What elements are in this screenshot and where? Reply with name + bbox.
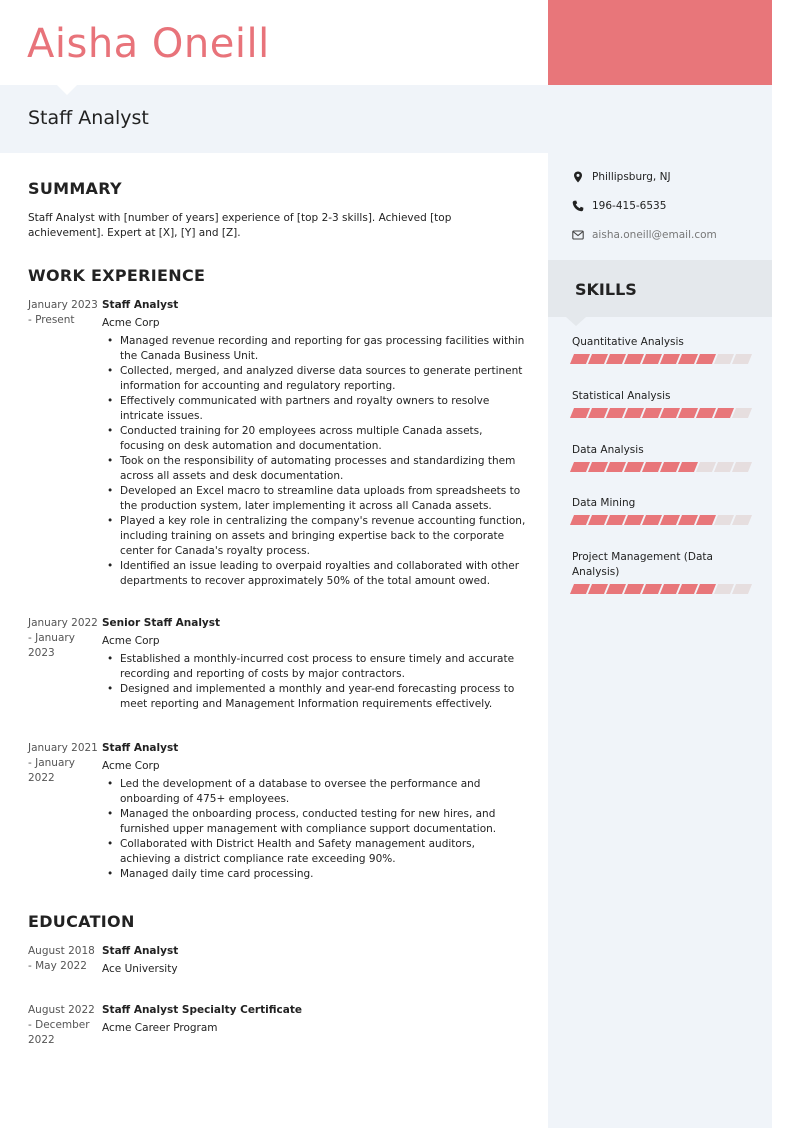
skill-segment-empty: [732, 515, 752, 525]
skill-meter: [572, 515, 754, 525]
skill-segment-empty: [714, 515, 734, 525]
skill-segment-filled: [588, 354, 608, 364]
bullet-item: • Managed the onboarding process, conducted testing for new hires, and furnished upper management with compliance support documentation.: [102, 807, 526, 837]
bullet-item: • Played a key role in centralizing the company's revenue accounting function, including training on assets and bringing expertise back to the corporate center for Canada's royalty process.: [102, 514, 526, 559]
skill-segment-filled: [678, 408, 698, 418]
work-company: Acme Corp: [102, 317, 160, 329]
work-bullets: [102, 334, 526, 589]
work-company: Acme Corp: [102, 635, 160, 647]
skill-segment-filled: [588, 584, 608, 594]
skill-segment-filled: [696, 515, 716, 525]
skill-segment-filled: [588, 515, 608, 525]
candidate-name: Aisha Oneill: [27, 21, 270, 67]
skill-segment-filled: [642, 408, 662, 418]
work-role: Senior Staff Analyst: [102, 617, 221, 629]
contact-phone: [572, 200, 666, 212]
sidebar: [548, 85, 772, 1128]
skill-segment-filled: [660, 584, 680, 594]
skill-segment-filled: [660, 462, 680, 472]
skill-meter: [572, 408, 754, 418]
work-date: January 2021 - January 2022: [28, 742, 98, 784]
skill-segment-filled: [660, 354, 680, 364]
skills-heading: SKILLS: [575, 280, 637, 299]
skill-segment-empty: [732, 584, 752, 594]
skill-segment-empty: [732, 408, 752, 418]
skill-segment-filled: [696, 584, 716, 594]
skill-segment-filled: [570, 354, 590, 364]
bullet-item: • Collected, merged, and analyzed diverse data sources to generate pertinent information for accounting and regulatory reporting.: [102, 364, 526, 394]
skill-segment-empty: [696, 462, 716, 472]
skill-segment-empty: [714, 354, 734, 364]
email-icon: [572, 229, 584, 241]
skill-label: Quantitative Analysis: [572, 336, 684, 348]
skill-segment-filled: [714, 408, 734, 418]
education-degree: Staff Analyst: [102, 945, 179, 957]
skill-label: Data Mining: [572, 497, 636, 509]
skill-segment-filled: [660, 408, 680, 418]
education-school: Ace University: [102, 963, 178, 975]
skill-segment-empty: [732, 462, 752, 472]
education-heading: EDUCATION: [28, 912, 135, 931]
skill-segment-filled: [642, 462, 662, 472]
skill-label: Statistical Analysis: [572, 390, 671, 402]
education-school: Acme Career Program: [102, 1022, 218, 1034]
skill-segment-filled: [624, 408, 644, 418]
accent-block: [548, 0, 772, 85]
email-text[interactable]: aisha.oneill@email.com: [592, 229, 717, 241]
education-date: August 2018 - May 2022: [28, 945, 95, 972]
skill-segment-filled: [588, 462, 608, 472]
skill-segment-filled: [606, 408, 626, 418]
phone-icon: [572, 200, 584, 212]
skill-segment-filled: [696, 354, 716, 364]
skill-segment-filled: [624, 462, 644, 472]
skill-segment-empty: [732, 354, 752, 364]
summary-text: Staff Analyst with [number of years] experience of [top 2-3 skills]. Achieved [top achievement]. Expert at [X], [Y] and [Z].: [28, 212, 452, 239]
work-role: Staff Analyst: [102, 742, 179, 754]
bullet-item: • Designed and implemented a monthly and year-end forecasting process to meet reporting and Management Information requirements effectively.: [102, 682, 526, 712]
skill-segment-filled: [624, 584, 644, 594]
skill-item: [572, 496, 754, 525]
skill-segment-empty: [714, 584, 734, 594]
skill-segment-filled: [678, 515, 698, 525]
skill-segment-filled: [678, 462, 698, 472]
education-degree: Staff Analyst Specialty Certificate: [102, 1004, 302, 1016]
work-role: Staff Analyst: [102, 299, 179, 311]
work-date: January 2023 - Present: [28, 299, 98, 326]
skill-segment-empty: [714, 462, 734, 472]
skills-notch: [566, 317, 586, 326]
skill-segment-filled: [570, 584, 590, 594]
skill-meter: [572, 354, 754, 364]
bullet-item: • Took on the responsibility of automating processes and standardizing them across all assets and desk documentation.: [102, 454, 526, 484]
skill-segment-filled: [678, 584, 698, 594]
skill-segment-filled: [642, 584, 662, 594]
education-date: August 2022 - December 2022: [28, 1004, 95, 1046]
skill-segment-filled: [570, 515, 590, 525]
bullet-item: • Led the development of a database to oversee the performance and onboarding of 475+ employees.: [102, 777, 526, 807]
skill-segment-filled: [624, 515, 644, 525]
bullet-item: • Managed daily time card processing.: [102, 867, 526, 882]
bullet-item: • Collaborated with District Health and Safety management auditors, achieving a district compliance rate exceeding 90%.: [102, 837, 526, 867]
work-bullets: [102, 652, 526, 712]
skill-item: [572, 550, 754, 594]
skill-segment-filled: [606, 354, 626, 364]
contact-email[interactable]: [572, 229, 717, 241]
bullet-item: • Established a monthly-incurred cost process to ensure timely and accurate recording and reporting of costs by major contractors.: [102, 652, 526, 682]
skill-segment-filled: [624, 354, 644, 364]
skill-item: [572, 389, 754, 418]
skill-meter: [572, 584, 754, 594]
work-experience-heading: WORK EXPERIENCE: [28, 266, 206, 285]
skill-meter: [572, 462, 754, 472]
skill-segment-filled: [696, 408, 716, 418]
bullet-item: • Developed an Excel macro to streamline data uploads from spreadsheets to the production system, later implementing it across all Canada assets.: [102, 484, 526, 514]
skill-segment-filled: [642, 515, 662, 525]
bullet-item: • Effectively communicated with partners and royalty owners to resolve intricate issues.: [102, 394, 526, 424]
job-title: Staff Analyst: [28, 107, 149, 129]
location-pin-icon: [572, 171, 584, 183]
skill-label: Data Analysis: [572, 444, 644, 456]
skill-item: [572, 335, 754, 364]
contact-location: [572, 171, 671, 183]
skill-item: [572, 443, 754, 472]
location-text: Phillipsburg, NJ: [592, 171, 671, 183]
skill-segment-filled: [570, 408, 590, 418]
skill-segment-filled: [678, 354, 698, 364]
skill-segment-filled: [660, 515, 680, 525]
bullet-item: • Managed revenue recording and reporting for gas processing facilities within the Canada Business Unit.: [102, 334, 526, 364]
bullet-item: • Identified an issue leading to overpaid royalties and collaborated with other departments to recover approximately 50% of the total amount owed.: [102, 559, 526, 589]
skill-segment-filled: [606, 515, 626, 525]
phone-text: 196-415-6535: [592, 200, 667, 212]
skill-segment-filled: [606, 584, 626, 594]
skill-segment-filled: [642, 354, 662, 364]
work-bullets: [102, 777, 526, 882]
summary-heading: SUMMARY: [28, 179, 122, 198]
skill-segment-filled: [570, 462, 590, 472]
skill-label: Project Management (Data Analysis): [572, 551, 713, 578]
skill-segment-filled: [606, 462, 626, 472]
bullet-item: • Conducted training for 20 employees across multiple Canada assets, focusing on desk automation and documentation.: [102, 424, 526, 454]
skill-segment-filled: [588, 408, 608, 418]
work-date: January 2022 - January 2023: [28, 617, 98, 659]
title-notch: [57, 85, 77, 95]
work-company: Acme Corp: [102, 760, 160, 772]
